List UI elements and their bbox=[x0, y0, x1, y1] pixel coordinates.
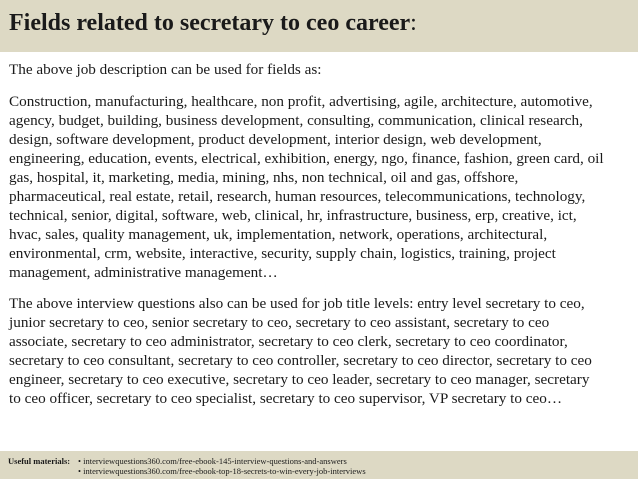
fields-line: hvac, sales, quality management, uk, implementation, network, operations, architectural, bbox=[9, 226, 548, 243]
fields-line: technical, senior, digital, software, web, clinical, hr, infrastructure, business, erp, creative, ict, bbox=[9, 207, 577, 224]
fields-line: pharmaceutical, real estate, retail, research, human resources, telecommunications, technology, bbox=[9, 188, 586, 205]
job-levels-paragraph bbox=[9, 294, 633, 408]
intro-text: The above job description can be used for fields as: bbox=[9, 61, 322, 78]
fields-paragraph bbox=[9, 92, 633, 282]
useful-materials-link[interactable]: • interviewquestions360.com/free-ebook-top-18-secrets-to-win-every-job-interviews bbox=[78, 466, 366, 476]
fields-line: design, software development, product development, interior design, web development, bbox=[9, 131, 542, 148]
fields-line: management, administrative management… bbox=[9, 264, 278, 281]
levels-line: associate, secretary to ceo administrator, secretary to ceo clerk, secretary to ceo coordinator, bbox=[9, 333, 568, 350]
levels-line: The above interview questions also can be used for job title levels: entry level secretary to ceo, bbox=[9, 295, 585, 312]
slide-content bbox=[9, 60, 633, 408]
useful-materials-separator: : bbox=[67, 456, 71, 466]
fields-line: Construction, manufacturing, healthcare, non profit, advertising, agile, architecture, automotive, bbox=[9, 93, 593, 110]
levels-line: secretary to ceo consultant, secretary to ceo controller, secretary to ceo director, secretary to ceo bbox=[9, 352, 592, 369]
fields-line: environmental, crm, website, interactive, security, supply chain, logistics, training, project bbox=[9, 245, 556, 262]
title-bar bbox=[0, 0, 638, 52]
levels-line: engineer, secretary to ceo executive, secretary to ceo leader, secretary to ceo manager, secretary bbox=[9, 371, 590, 388]
slide-title-text: Fields related to secretary to ceo career bbox=[9, 10, 411, 36]
useful-materials-link[interactable]: • interviewquestions360.com/free-ebook-145-interview-questions-and-answers bbox=[78, 456, 347, 466]
levels-line: junior secretary to ceo, senior secretary to ceo, secretary to ceo assistant, secretary to ceo bbox=[9, 314, 550, 331]
slide-title-colon: : bbox=[410, 10, 417, 36]
fields-line: gas, hospital, it, marketing, media, mining, nhs, non technical, oil and gas, offshore, bbox=[9, 169, 519, 186]
slide-title bbox=[9, 8, 417, 38]
fields-line: agency, budget, building, business development, consulting, communication, clinical research, bbox=[9, 112, 583, 129]
levels-line: to ceo officer, secretary to ceo specialist, secretary to ceo supervisor, VP secretary to ceo… bbox=[9, 390, 563, 407]
footer-bar bbox=[0, 451, 638, 479]
fields-line: engineering, education, events, electrical, exhibition, energy, ngo, finance, fashion, green card, oil bbox=[9, 150, 604, 167]
useful-materials-label-text: Useful materials bbox=[8, 456, 68, 466]
useful-materials-links bbox=[78, 456, 366, 476]
useful-materials-label bbox=[8, 456, 70, 466]
